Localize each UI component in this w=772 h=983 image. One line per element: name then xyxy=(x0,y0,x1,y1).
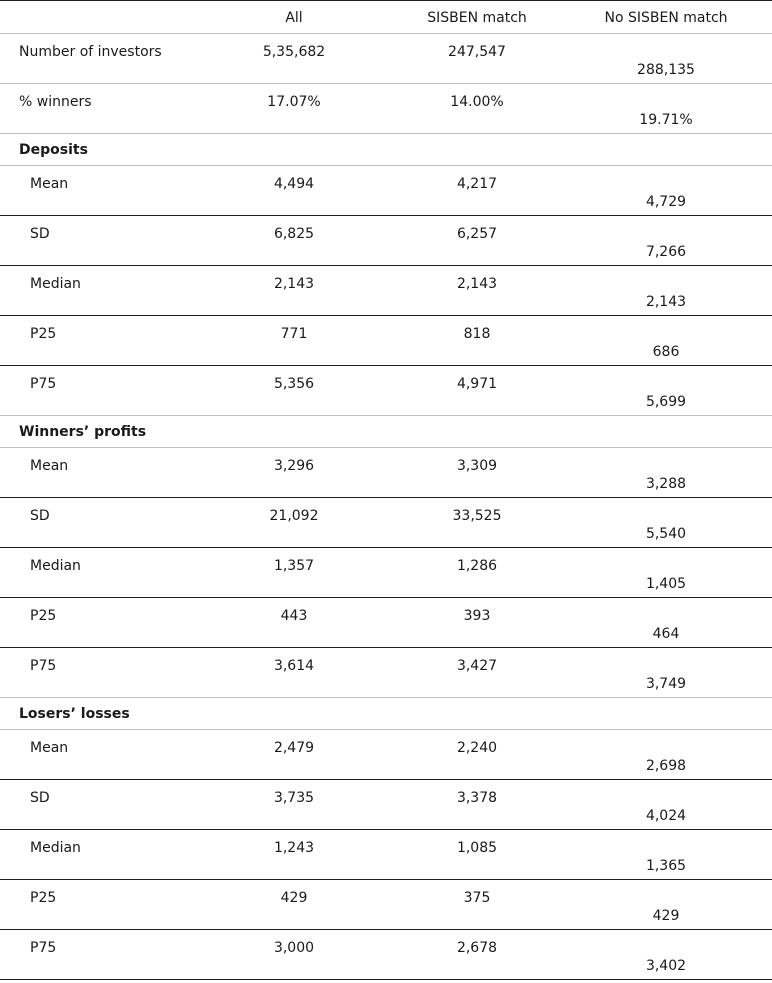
cell-sisben-match: 4,971 xyxy=(456,376,498,392)
table-row xyxy=(0,780,772,830)
cell-all: 5,35,682 xyxy=(262,44,326,60)
cell-all: 3,000 xyxy=(273,940,315,956)
header-all: All xyxy=(285,10,303,26)
cell-no-sisben-match: 1,405 xyxy=(645,576,687,592)
cell-all: 443 xyxy=(280,608,308,624)
cell-no-sisben-match: 686 xyxy=(652,344,680,360)
row-label: P75 xyxy=(30,658,57,674)
cell-all: 3,296 xyxy=(273,458,315,474)
cell-sisben-match: 1,085 xyxy=(456,840,498,856)
cell-no-sisben-match: 288,135 xyxy=(637,62,695,78)
section-label: Winners’ profits xyxy=(19,424,147,440)
row-label: Median xyxy=(30,840,81,856)
row-label: Mean xyxy=(30,176,69,192)
table-row xyxy=(0,216,772,266)
cell-no-sisben-match: 3,288 xyxy=(645,476,687,492)
cell-no-sisben-match: 2,698 xyxy=(645,758,687,774)
row-label: P75 xyxy=(30,376,57,392)
cell-sisben-match: 33,525 xyxy=(452,508,502,524)
cell-no-sisben-match: 7,266 xyxy=(645,244,687,260)
table-row xyxy=(0,166,772,216)
table-row xyxy=(0,34,772,84)
table-row xyxy=(0,730,772,780)
cell-no-sisben-match: 5,540 xyxy=(645,526,687,542)
table-row xyxy=(0,448,772,498)
cell-no-sisben-match: 464 xyxy=(652,626,680,642)
cell-no-sisben-match: 4,729 xyxy=(645,194,687,210)
cell-sisben-match: 2,240 xyxy=(456,740,498,756)
row-label: SD xyxy=(30,790,50,806)
cell-all: 1,357 xyxy=(273,558,315,574)
cell-no-sisben-match: 2,143 xyxy=(645,294,687,310)
row-label: Number of investors xyxy=(19,44,162,60)
cell-no-sisben-match: 3,402 xyxy=(645,958,687,974)
header-sisben-match: SISBEN match xyxy=(427,10,527,26)
table-row xyxy=(0,648,772,698)
row-label: Median xyxy=(30,276,81,292)
row-label: P25 xyxy=(30,326,57,342)
cell-all: 17.07% xyxy=(267,94,321,110)
cell-sisben-match: 3,427 xyxy=(456,658,498,674)
cell-no-sisben-match: 5,699 xyxy=(645,394,687,410)
section-label: Deposits xyxy=(19,142,88,158)
table-row xyxy=(0,880,772,930)
cell-no-sisben-match: 3,749 xyxy=(645,676,687,692)
row-label: P25 xyxy=(30,890,57,906)
section-label: Losers’ losses xyxy=(19,706,130,722)
table-body xyxy=(0,34,772,980)
table-row xyxy=(0,84,772,134)
row-label: Mean xyxy=(30,458,69,474)
cell-all: 4,494 xyxy=(273,176,315,192)
cell-sisben-match: 3,309 xyxy=(456,458,498,474)
row-label: % winners xyxy=(19,94,92,110)
cell-sisben-match: 2,678 xyxy=(456,940,498,956)
header-no-sisben-match: No SISBEN match xyxy=(604,10,728,26)
cell-sisben-match: 2,143 xyxy=(456,276,498,292)
header-row xyxy=(0,0,772,34)
row-label: Mean xyxy=(30,740,69,756)
table-row xyxy=(0,830,772,880)
section-row xyxy=(0,134,772,166)
table-row xyxy=(0,498,772,548)
cell-sisben-match: 247,547 xyxy=(448,44,506,60)
table-row xyxy=(0,930,772,980)
cell-sisben-match: 3,378 xyxy=(456,790,498,806)
section-row xyxy=(0,416,772,448)
cell-all: 771 xyxy=(280,326,308,342)
table-row xyxy=(0,266,772,316)
table-row xyxy=(0,548,772,598)
cell-all: 5,356 xyxy=(273,376,315,392)
cell-no-sisben-match: 429 xyxy=(652,908,680,924)
cell-sisben-match: 6,257 xyxy=(456,226,498,242)
cell-all: 6,825 xyxy=(273,226,315,242)
cell-sisben-match: 4,217 xyxy=(456,176,498,192)
row-label: SD xyxy=(30,508,50,524)
cell-all: 2,479 xyxy=(273,740,315,756)
cell-all: 21,092 xyxy=(269,508,319,524)
cell-sisben-match: 14.00% xyxy=(450,94,504,110)
cell-all: 1,243 xyxy=(273,840,315,856)
row-label: P25 xyxy=(30,608,57,624)
cell-sisben-match: 375 xyxy=(463,890,491,906)
cell-all: 429 xyxy=(280,890,308,906)
cell-no-sisben-match: 4,024 xyxy=(645,808,687,824)
cell-all: 3,735 xyxy=(273,790,315,806)
cell-sisben-match: 818 xyxy=(463,326,491,342)
cell-sisben-match: 1,286 xyxy=(456,558,498,574)
table-row xyxy=(0,598,772,648)
cell-sisben-match: 393 xyxy=(463,608,491,624)
table-row xyxy=(0,366,772,416)
section-row xyxy=(0,698,772,730)
row-label: SD xyxy=(30,226,50,242)
cell-no-sisben-match: 1,365 xyxy=(645,858,687,874)
row-label: P75 xyxy=(30,940,57,956)
table-row xyxy=(0,316,772,366)
cell-all: 2,143 xyxy=(273,276,315,292)
cell-all: 3,614 xyxy=(273,658,315,674)
row-label: Median xyxy=(30,558,81,574)
cell-no-sisben-match: 19.71% xyxy=(639,112,693,128)
